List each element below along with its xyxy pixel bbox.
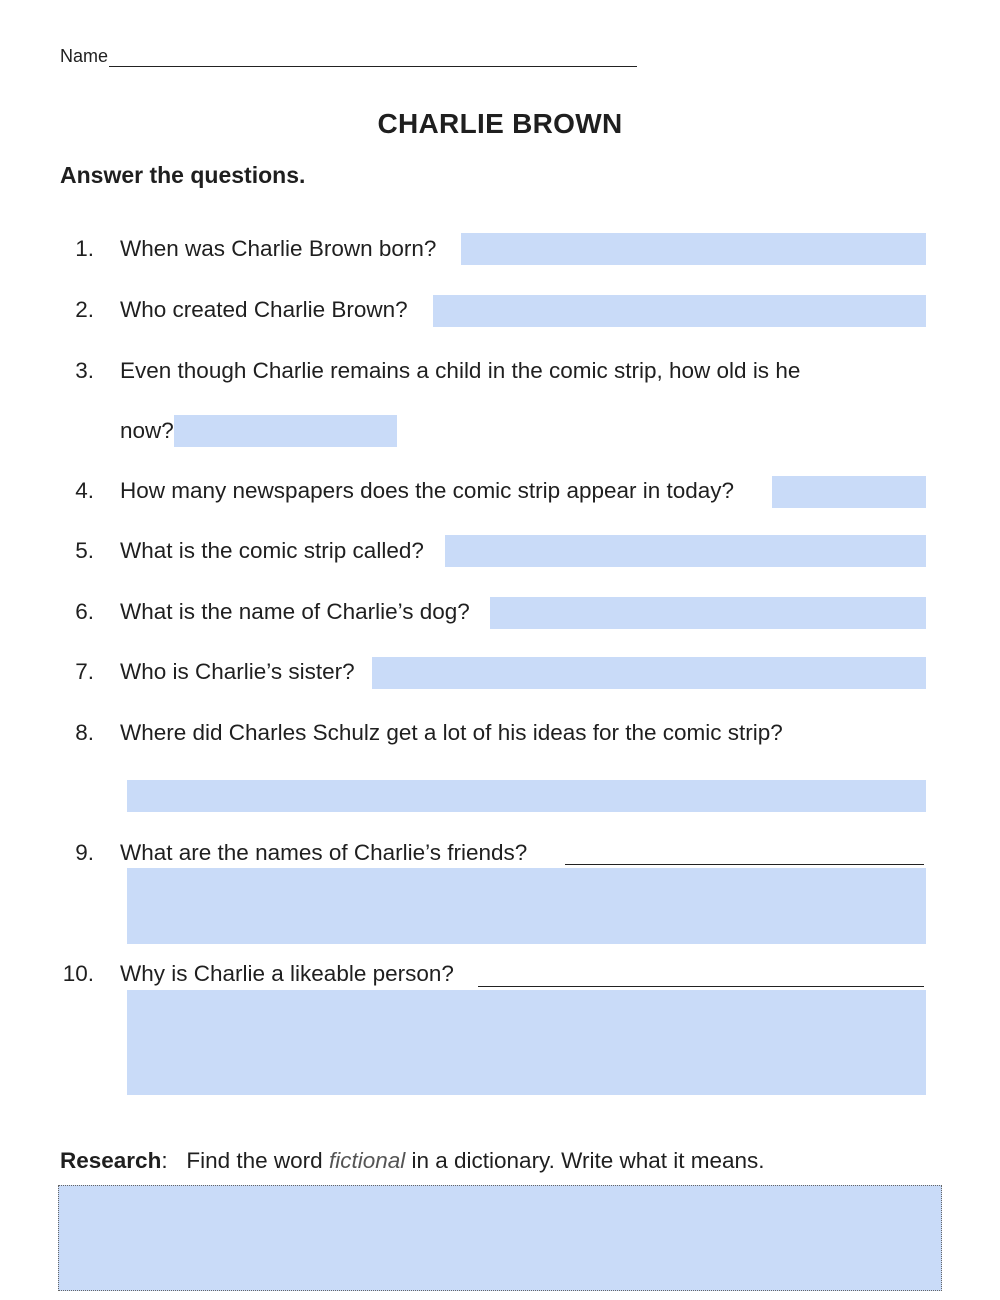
question-number: 7. [75,659,94,684]
question-text: Who is Charlie’s sister? [120,659,355,684]
research-text-after: in a dictionary. Write what it means. [405,1148,765,1173]
research-answer-field[interactable] [58,1185,942,1291]
name-line [60,46,637,67]
question-text: Who created Charlie Brown? [120,297,408,322]
answer-field-10[interactable] [127,990,926,1095]
question-number: 2. [75,297,94,322]
answer-field-9[interactable] [127,868,926,944]
question-text: When was Charlie Brown born? [120,236,437,261]
answer-field-3[interactable] [174,415,397,447]
research-label: Research [60,1148,162,1173]
question-text: What is the name of Charlie’s dog? [120,599,470,624]
question-number: 5. [75,538,94,563]
answer-underline-9 [565,864,924,865]
research-keyword: fictional [328,1148,406,1173]
question-number: 8. [75,720,94,745]
question-number: 4. [75,478,94,503]
name-field[interactable] [109,50,637,67]
question-text: Why is Charlie a likeable person? [120,961,454,986]
question-text: How many newspapers does the comic strip appear in today? [120,478,735,503]
research-colon: : [161,1148,168,1173]
question-number: 9. [75,840,94,865]
question-text-continued: now? [120,418,174,443]
question-number: 10. [62,961,94,986]
worksheet-title: CHARLIE BROWN [377,108,623,139]
answer-underline-10 [478,986,924,987]
question-number: 3. [75,358,94,383]
answer-field-2[interactable] [433,295,926,327]
answer-field-8[interactable] [127,780,926,812]
question-text: What are the names of Charlie’s friends? [120,840,528,865]
answer-field-5[interactable] [445,535,926,567]
research-prompt [60,1148,765,1174]
answer-field-7[interactable] [372,657,926,689]
answer-field-4[interactable] [772,476,926,508]
answer-field-6[interactable] [490,597,926,629]
question-text: Where did Charles Schulz get a lot of his ideas for the comic strip? [120,720,783,745]
question-text: What is the comic strip called? [120,538,424,563]
answer-field-1[interactable] [461,233,926,265]
name-label: Name [60,46,109,66]
research-text-before: Find the word [186,1148,329,1173]
question-text: Even though Charlie remains a child in the comic strip, how old is he [120,358,801,383]
question-number: 1. [75,236,94,261]
question-number: 6. [75,599,94,624]
instructions-heading: Answer the questions. [60,162,306,188]
